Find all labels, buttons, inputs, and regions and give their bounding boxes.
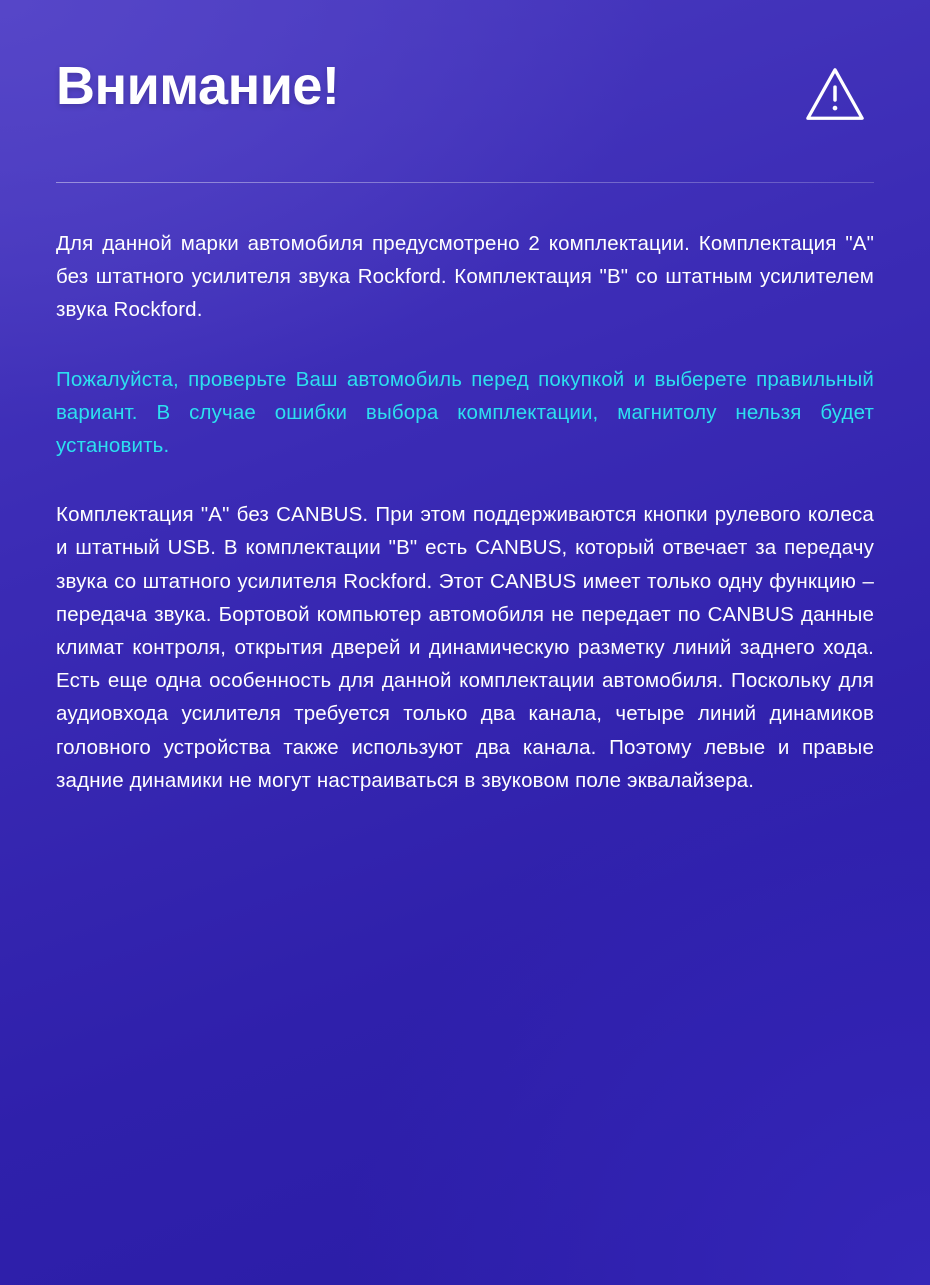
paragraph-canbus-details: Комплектация "A" без CANBUS. При этом поддерживаются кнопки рулевого колеса и штатный USB. В комплектации "B" есть CANBUS, который отвечает за передачу звука со штатного усилителя Rockford. Этот CANBUS имеет только одну функцию – передача звука. Бортовой компьютер автомобиля не передает по CANBUS данные климат контроля, открытия дверей и динамическую разметку линий заднего хода. Есть еще одна особенность для данной комплектации автомобиля. Поскольку для аудиовхода усилителя требуется только два канала, четыре линий динамиков головного устройства также используют два канала. Поэтому левые и правые задние динамики не могут настраиваться в звуковом поле эквалайзера. — [56, 503, 874, 792]
warning-triangle-icon — [804, 64, 866, 126]
notice-body — [56, 227, 874, 797]
page-title: Внимание! — [56, 56, 340, 116]
notice-header — [56, 58, 874, 126]
paragraph-check-before-purchase: Пожалуйста, проверьте Ваш автомобиль перед покупкой и выберете правильный вариант. В случае ошибки выбора комплектации, магнитолу нельзя будет установить. — [56, 367, 874, 458]
header-divider — [56, 182, 874, 183]
paragraph-trim-levels-intro: Для данной марки автомобиля предусмотрено 2 комплектации. Комплектация "A" без штатного усилителя звука Rockford. Комплектация "B" со штатным усилителем звука Rockford. — [56, 232, 874, 322]
